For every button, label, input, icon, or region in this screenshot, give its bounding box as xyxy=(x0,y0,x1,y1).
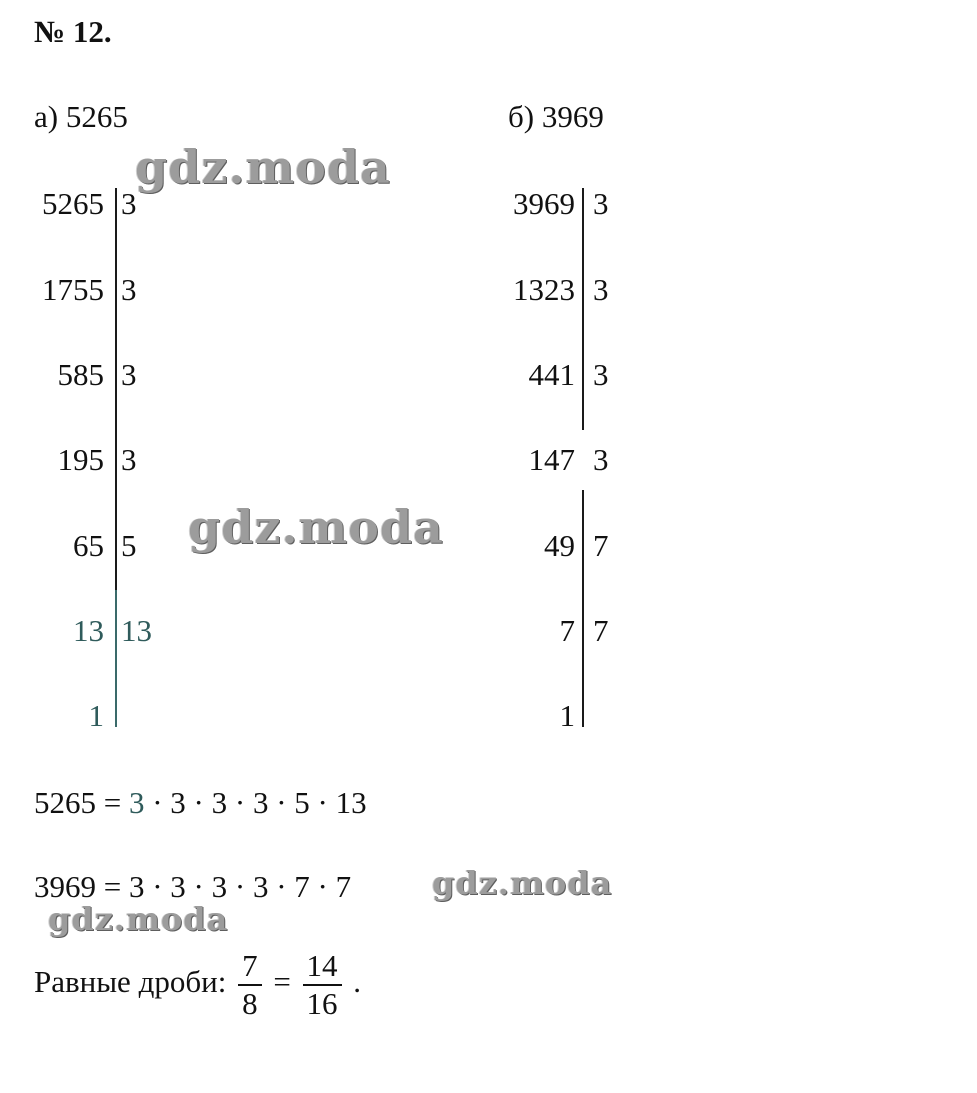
watermark-logo: gdz.moda xyxy=(188,500,444,554)
factor-b-dividend: 441 xyxy=(528,357,575,392)
factor-a-divisor: 3 xyxy=(121,272,137,307)
factor-b-dividend: 3969 xyxy=(513,186,575,221)
factor-a-dividend: 65 xyxy=(73,528,104,563)
watermark-logo: gdz.moda xyxy=(432,864,613,902)
factor-b-dividend: 49 xyxy=(544,528,575,563)
divider-line-b-lower xyxy=(582,490,584,727)
fraction-2-denominator: 16 xyxy=(303,984,342,1022)
equation-b: 3969 = 3 · 3 · 3 · 3 · 7 · 7 xyxy=(34,869,352,904)
watermark-logo: gdz.moda xyxy=(48,900,229,938)
factor-b-dividend: 147 xyxy=(528,442,575,477)
factor-a-divisor: 3 xyxy=(121,357,137,392)
fraction-2-numerator: 14 xyxy=(306,948,338,983)
part-b-label: б) 3969 xyxy=(508,99,604,134)
factor-b-dividend: 1 xyxy=(559,698,575,733)
divider-line-a xyxy=(115,188,117,590)
equation-a-rest: · 3 · 3 · 3 · 5 · 13 xyxy=(152,785,367,820)
watermark-logo: gdz.moda xyxy=(135,140,391,194)
fractions-equals: = xyxy=(273,964,291,1000)
factor-a-divisor: 3 xyxy=(121,186,137,221)
factor-b-divisor: 7 xyxy=(593,613,609,648)
divider-line-a-end xyxy=(115,590,117,727)
equal-fractions xyxy=(34,948,361,1022)
factor-a-divisor: 13 xyxy=(121,613,152,648)
equation-a-lhs: 5265 = xyxy=(34,785,122,820)
fraction-1-denominator: 8 xyxy=(238,984,262,1022)
fractions-period: . xyxy=(353,964,362,1000)
factor-a-dividend: 585 xyxy=(57,357,104,392)
factor-b-divisor: 7 xyxy=(593,528,609,563)
factor-a-dividend: 13 xyxy=(73,613,104,648)
factor-b-dividend: 1323 xyxy=(513,272,575,307)
factor-a-dividend: 1 xyxy=(88,698,104,733)
divider-line-b xyxy=(582,188,584,430)
equation-a xyxy=(34,785,367,821)
equation-a-first-factor: 3 xyxy=(128,785,145,820)
fraction-1 xyxy=(238,948,262,1022)
fraction-1-numerator: 7 xyxy=(242,948,258,983)
factor-a-dividend: 5265 xyxy=(42,186,104,221)
factor-b-divisor: 3 xyxy=(593,186,609,221)
factor-b-divisor: 3 xyxy=(593,442,609,477)
factor-a-dividend: 195 xyxy=(57,442,104,477)
factor-b-divisor: 3 xyxy=(593,272,609,307)
fractions-label: Равные дроби: xyxy=(34,964,227,1000)
factor-b-dividend: 7 xyxy=(559,613,575,648)
part-a-label: а) 5265 xyxy=(34,99,128,134)
factor-b-divisor: 3 xyxy=(593,357,609,392)
factor-a-dividend: 1755 xyxy=(42,272,104,307)
factor-a-divisor: 3 xyxy=(121,442,137,477)
task-title: № 12. xyxy=(34,14,112,49)
factor-a-divisor: 5 xyxy=(121,528,137,563)
fraction-2 xyxy=(303,948,342,1022)
